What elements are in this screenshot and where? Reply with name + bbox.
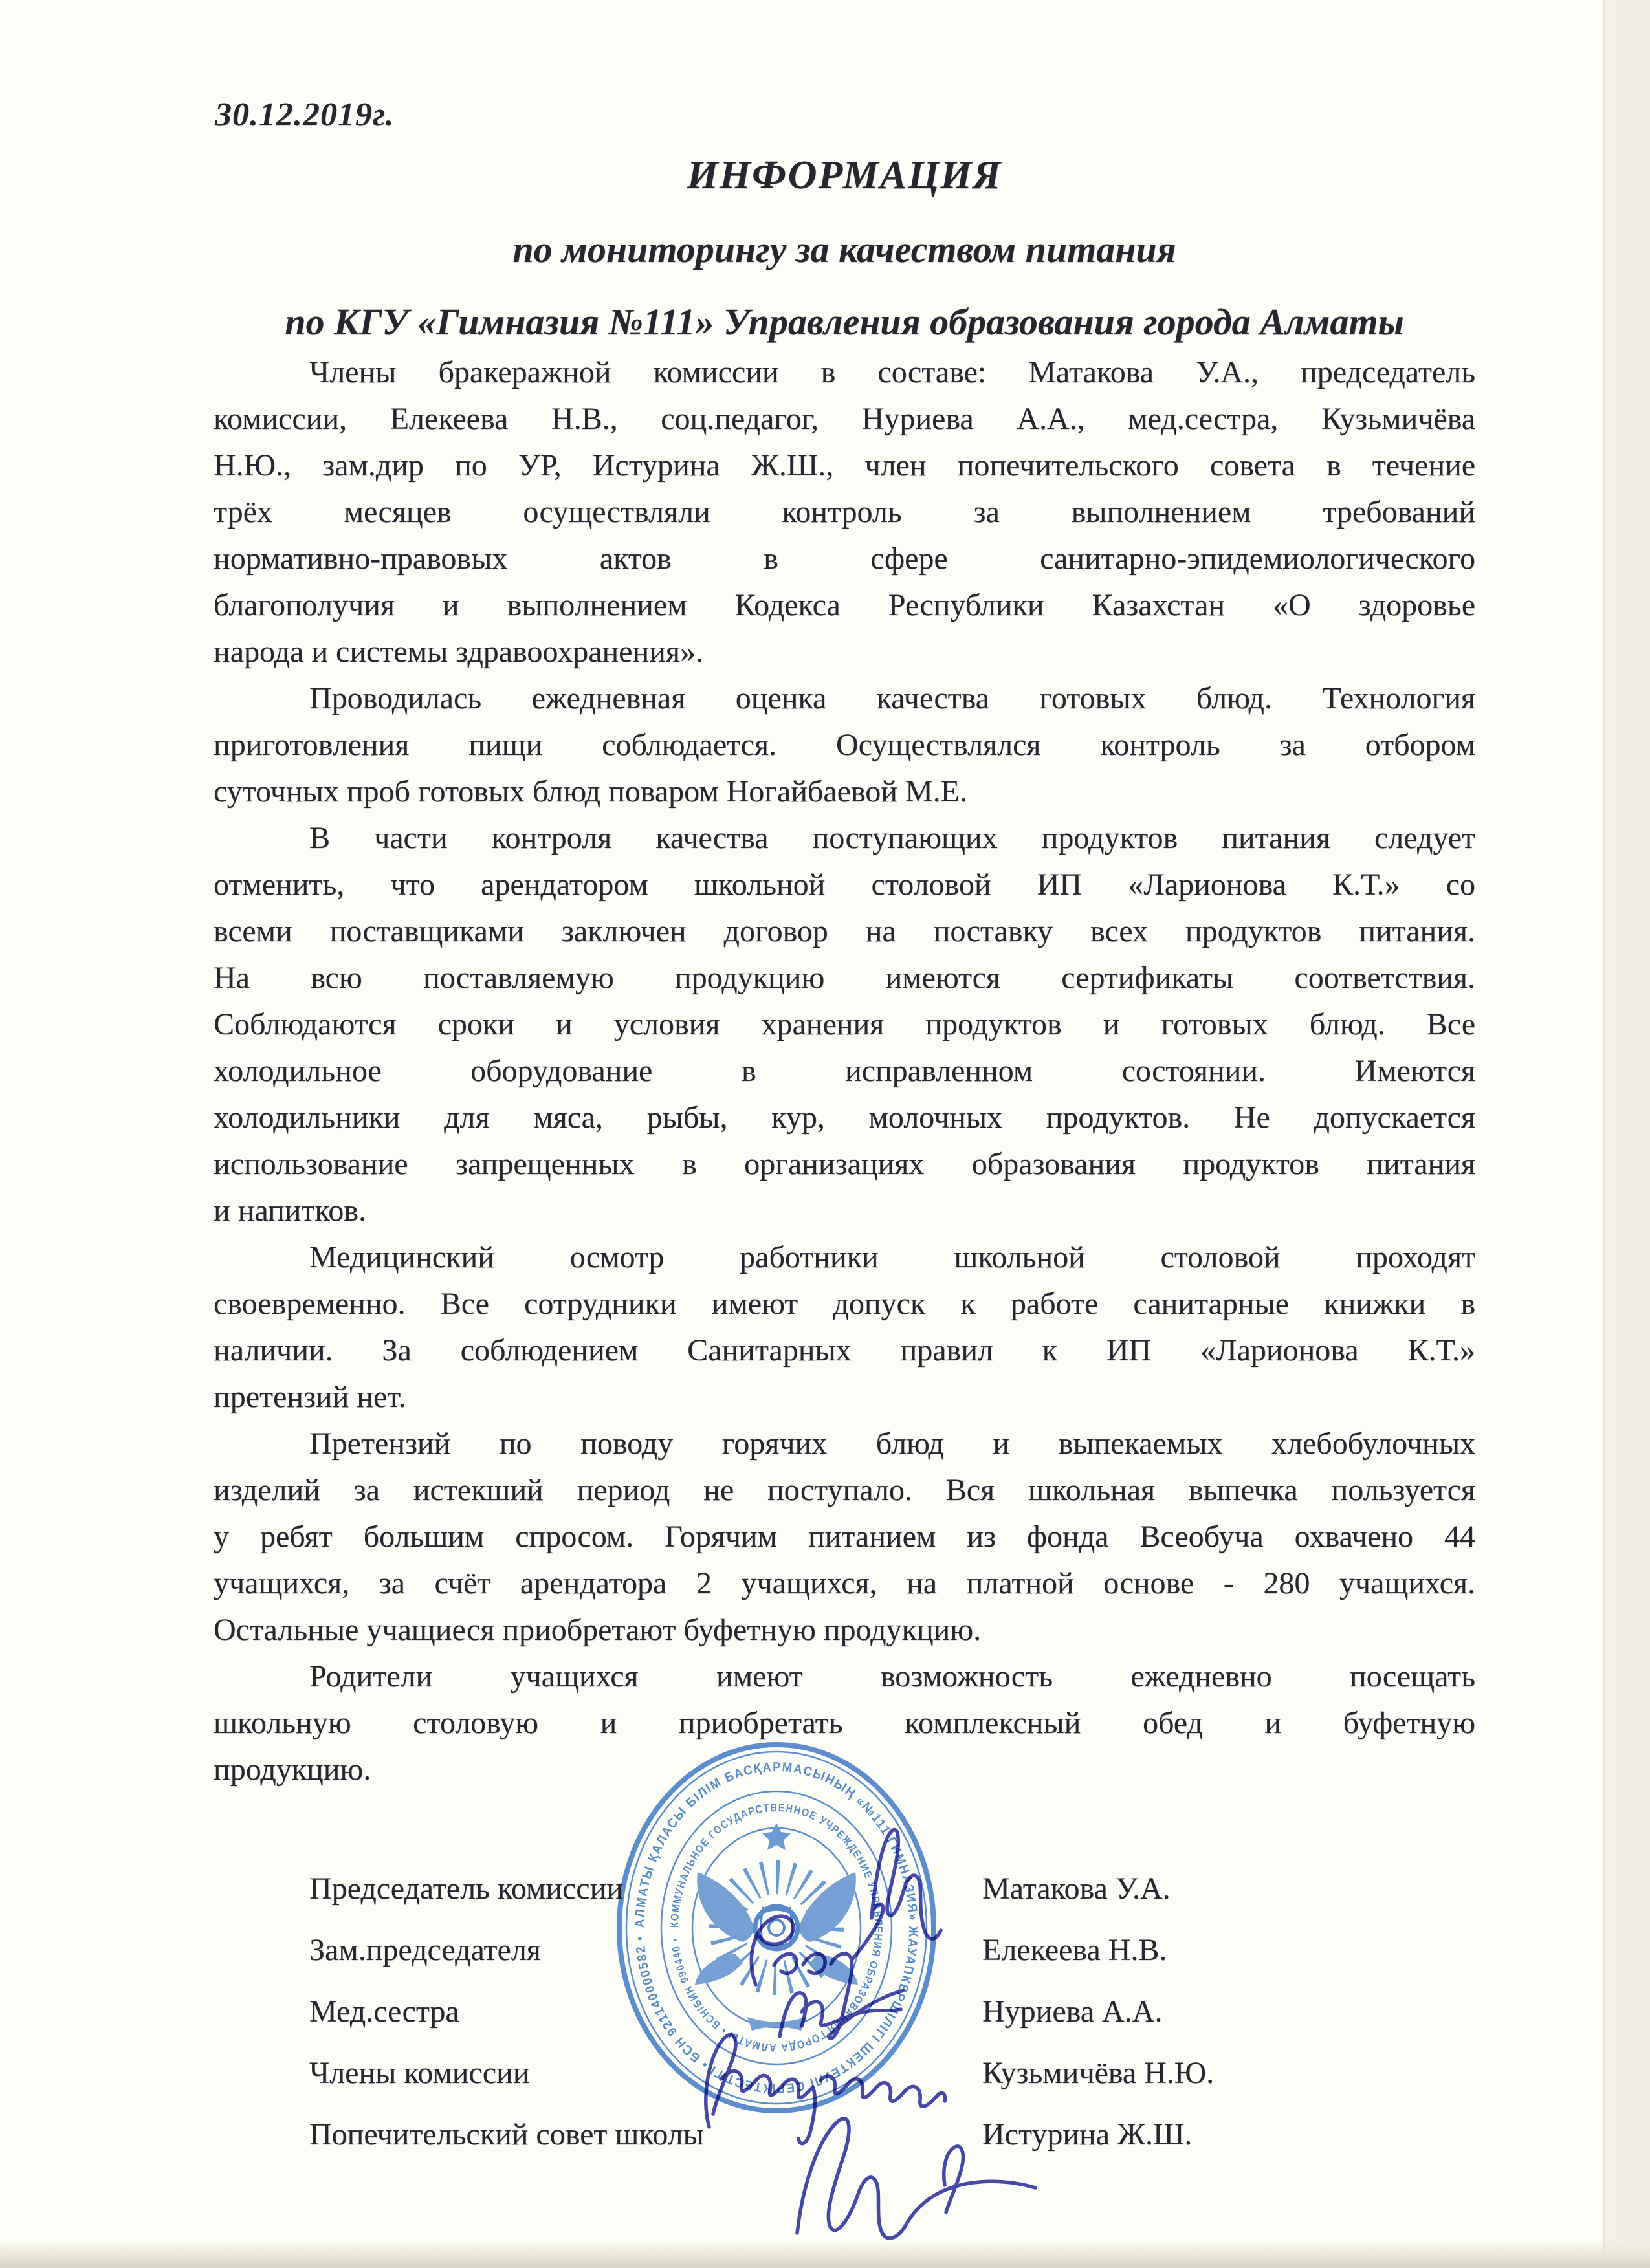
body-line: комиссии, Елекеева Н.В., соц.педагог, Нуриева А.А., мед.сестра, Кузьмичёва [214,402,1475,436]
signature-row-name: Истурина Ж.Ш. [982,2117,1193,2152]
signature-row-label: Зам.председателя [309,1933,541,1967]
signature-stroke-kuzmicheva [706,2035,945,2144]
signature-row-label: Мед.сестра [309,1994,459,2029]
body-line: наличии. За соблюдением Санитарных правил к ИП «Ларионова К.Т.» [214,1333,1475,1368]
body-line: учащихся, за счёт арендатора 2 учащихся, на платной основе - 280 учащихся. [214,1566,1475,1600]
body-paragraph [214,1421,1475,1653]
body-line: претензий нет. [214,1380,406,1414]
body-line: трёх месяцев осуществляли контроль за выполнением требований [214,495,1475,529]
stamp-inner-ring-text: КОММУНАЛЬНОЕ ГОСУДАРСТВЕННОЕ УЧРЕЖДЕНИЕ УПРАВЛЕНИЯ ОБРАЗОВАНИЯ ГОРОДА АЛМАТЫ • БСН/БИН 990440 • [668,1801,885,2055]
body-line: В части контроля качества поступающих продуктов питания следует [309,821,1475,855]
title-line-2: по мониторингу за качеством питания [512,228,1176,270]
body-line: Н.Ю., зам.дир по УР, Истурина Ж.Ш., член попечительского совета в течение [214,448,1475,483]
body-line: холодильники для мяса, рыбы, кур, молочных продуктов. Не допускается [214,1100,1475,1135]
stamp-outer-ring-text: АЛМАТЫ ҚАЛАСЫ БІЛІМ БАСҚАРМАСЫНЫҢ «№111 ГИМНАЗИЯ» ЖАУАПКЕРШІЛІГІ ШЕКТЕУЛІ СЕРІКТЕСТІГІ • БСН 921140000582 • [632,1760,921,2096]
title-line-1: ИНФОРМАЦИЯ [687,153,1002,197]
body-line: Соблюдаются сроки и условия хранения продуктов и готовых блюд. Все [214,1007,1475,1041]
body-line: всеми поставщиками заключен договор на поставку всех продуктов питания. [214,914,1475,948]
body-paragraph [214,675,1475,815]
body-line: приготовления пищи соблюдается. Осуществлялся контроль за отбором [214,728,1475,762]
body-line: продукцию. [214,1752,371,1787]
body-paragraph [214,815,1475,1234]
body-line: использование запрещенных в организациях образования продуктов питания [214,1147,1475,1181]
body-line: школьную столовую и приобретать комплексный обед и буфетную [214,1706,1475,1740]
body-paragraph [214,349,1475,675]
body-line: На всю поставляемую продукцию имеются сертификаты соответствия. [214,961,1475,995]
body-line: холодильное оборудование в исправленном состоянии. Имеются [214,1054,1475,1088]
body-line: Проводилась ежедневная оценка качества готовых блюд. Технология [309,681,1475,715]
body-line: у ребят большим спросом. Горячим питанием из фонда Всеобуча охвачено 44 [214,1520,1475,1554]
signature-row-name: Кузьмичёва Н.Ю. [982,2056,1215,2090]
body-paragraph [214,1234,1475,1421]
scan-edge-right [1603,0,1650,2268]
body-line: нормативно-правовых актов в сфере санитарно-эпидемиологического [214,541,1475,576]
body-line: Медицинский осмотр работники школьной столовой проходят [309,1240,1475,1274]
signature-row-label: Члены комиссии [309,2056,530,2090]
document-body [214,349,1475,1793]
body-line: Претензий по поводу горячих блюд и выпекаемых хлебобулочных [309,1426,1475,1461]
document-date: 30.12.2019г. [215,96,395,133]
signature-row-name: Матакова У.А. [982,1871,1171,1906]
signatures-overlay [582,1708,1100,2268]
title-line-3: по КГУ «Гимназия №111» Управления образования города Алматы [285,301,1404,343]
body-line: суточных проб готовых блюд поваром Ногайбаевой М.Е. [214,774,967,809]
body-line: Остальные учащиеся приобретают буфетную продукцию. [214,1613,982,1647]
signature-row-label: Председатель комиссии [309,1871,623,1906]
body-line: и напитков. [214,1194,366,1228]
body-line: изделий за истекший период не поступало. Вся школьная выпечка пользуется [214,1473,1475,1507]
signature-row-label: Попечительский совет школы [309,2117,704,2152]
signature-row-name: Нуриева А.А. [982,1994,1163,2029]
signature-stroke-isturina [797,2119,1035,2238]
signature-stroke-elekeeva [751,1904,904,2038]
signature-stroke-matakova [872,1830,941,1939]
body-line: своевременно. Все сотрудники имеют допуск к работе санитарные книжки в [214,1287,1475,1321]
body-line: Родители учащихся имеют возможность ежедневно посещать [309,1659,1475,1694]
body-line: Члены бракеражной комиссии в составе: Матакова У.А., председатель [309,355,1475,389]
signature-row-name: Елекеева Н.В. [982,1933,1167,1967]
scan-edge-bottom [0,2238,1650,2268]
body-line: отменить, что арендатором школьной столовой ИП «Ларионова К.Т.» со [214,867,1475,902]
body-line: народа и системы здравоохранения». [214,635,703,669]
body-line: благополучия и выполнением Кодекса Республики Казахстан «О здоровье [214,588,1475,622]
